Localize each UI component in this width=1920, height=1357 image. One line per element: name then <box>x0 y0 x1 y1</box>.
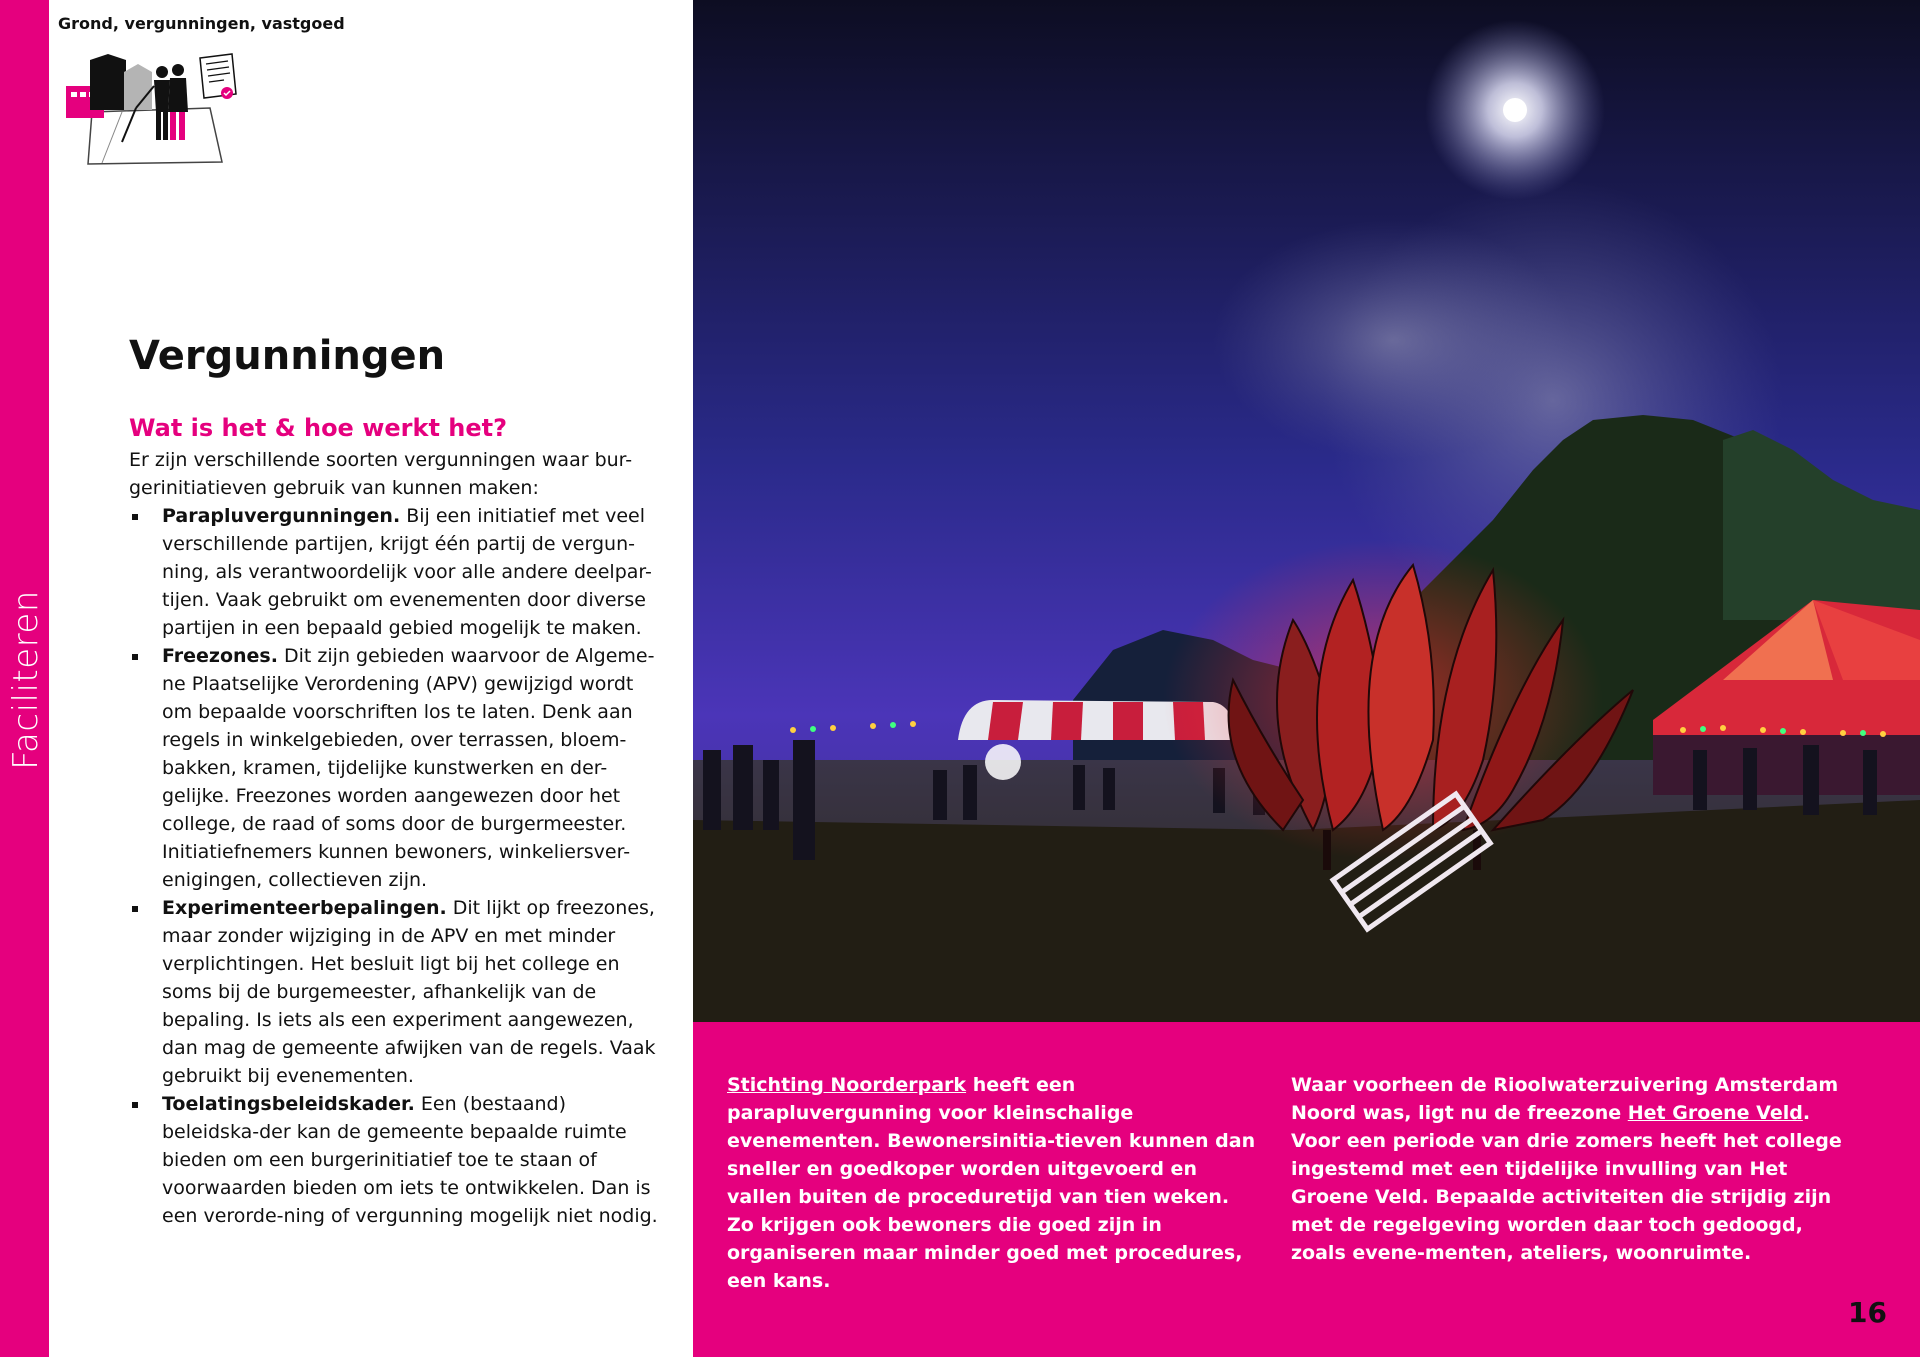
list-item <box>129 1090 669 1230</box>
list-item-term: Experimenteerbepalingen. <box>162 897 447 919</box>
body-text <box>129 446 669 1230</box>
list-item <box>129 894 669 1090</box>
caption-text: Waar voorheen de Rioolwaterzuivering Amsterdam Noord was, ligt nu de freezone <box>1291 1074 1839 1124</box>
het-groene-veld-link[interactable]: Het Groene Veld <box>1627 1102 1803 1124</box>
list-item <box>129 502 669 642</box>
list-item <box>129 642 669 894</box>
list-item-term: Freezones. <box>162 645 278 667</box>
list-item-text: Een (bestaand) beleidska-der kan de gemeente bepaalde ruimte bieden om een burgerinitiatief toe te staan of voorwaarden bieden om iets te ontwikkelen. Dan is een verorde-ning of vergunning mogelijk niet nodig. <box>162 1093 658 1227</box>
side-strip <box>0 0 49 1357</box>
section-label: Grond, vergunningen, vastgoed <box>58 14 345 33</box>
chapter-tab-label: Faciliteren <box>6 590 46 770</box>
list-item-term: Toelatingsbeleidskader. <box>162 1093 415 1115</box>
caption-groene-veld <box>1291 1071 1861 1267</box>
stichting-noorderpark-link[interactable]: Stichting Noorderpark <box>727 1074 967 1096</box>
land-permits-property-icon <box>62 50 252 170</box>
intro-paragraph: Er zijn verschillende soorten vergunningen waar bur-gerinitiatieven gebruik van kunnen maken: <box>129 449 633 499</box>
page-title: Vergunningen <box>129 333 446 379</box>
list-item-text: Bij een initiatief met veel verschillende partijen, krijgt één partij de vergun-ning, als verantwoordelijk voor alle andere deelpar-tijen. Vaak gebruikt om evenementen door diverse partijen in een bepaald gebied mogelijk te maken. <box>162 505 652 639</box>
festival-night-photo <box>693 0 1920 1022</box>
list-item-text: Dit lijkt op freezones, maar zonder wijziging in de APV en met minder verplichtingen. Het besluit ligt bij het college en soms bij de burgemeester, afhankelijk van de bepaling. Is iets als een experiment aangewezen, dan mag de gemeente afwijken van de regels. Vaak gebruikt bij evenementen. <box>162 897 656 1087</box>
caption-noorderpark <box>727 1071 1257 1295</box>
section-subtitle: Wat is het & hoe werkt het? <box>129 414 508 442</box>
caption-text: heeft een parapluvergunning voor kleinschalige evenementen. Bewonersinitia-tieven kunnen dan sneller en goedkoper worden uitgevoerd en vallen buiten de proceduretijd van tien weken. Zo krijgen ook bewoners die goed zijn in organiseren maar minder goed met procedures, een kans. <box>727 1074 1256 1292</box>
caption-text: . Voor een periode van drie zomers heeft het college ingestemd met een tijdelijke invulling van Het Groene Veld. Bepaalde activiteiten die strijdig zijn met de regelgeving worden daar toch gedoogd, zoals evene-menten, ateliers, woonruimte. <box>1291 1102 1842 1264</box>
page-number: 16 <box>1848 1296 1887 1329</box>
list-item-term: Parapluvergunningen. <box>162 505 401 527</box>
permit-types-list <box>129 502 669 1230</box>
list-item-text: Dit zijn gebieden waarvoor de Algeme-ne Plaatselijke Verordening (APV) gewijzigd wordt om bepaalde voorschriften los te laten. Denk aan regels in winkelgebieden, over terrassen, bloem-bakken, kramen, tijdelijke kunstwerken en der-gelijke. Freezones worden aangewezen door het college, de raad of soms door de burgermeester. Initiatiefnemers kunnen bewoners, winkeliersver-enigingen, collectieven zijn. <box>162 645 655 891</box>
